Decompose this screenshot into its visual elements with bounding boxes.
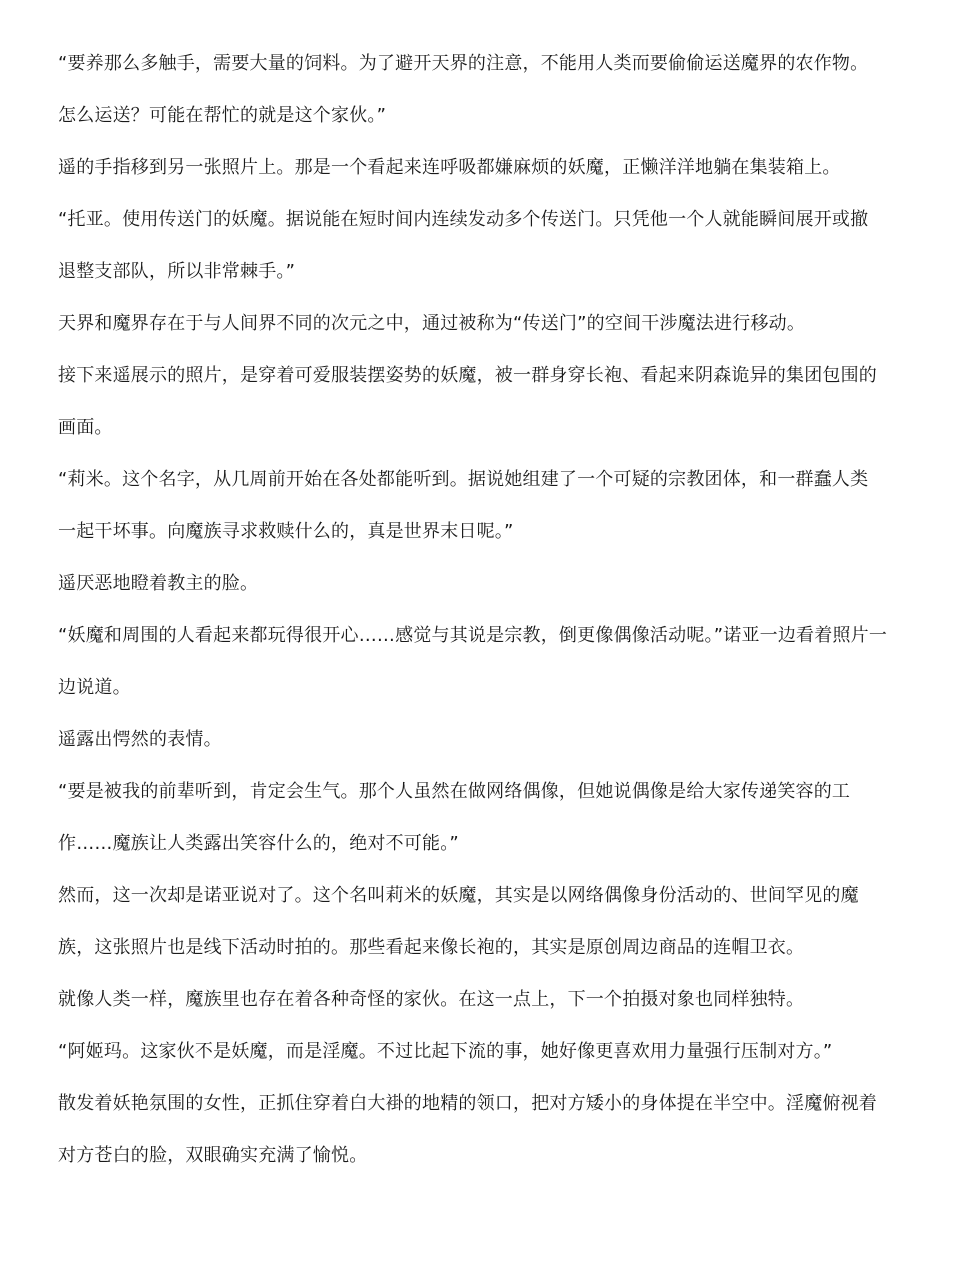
text-line: 作……魔族让人类露出笑容什么的，绝对不可能。” (58, 833, 459, 854)
text-line: “妖魔和周围的人看起来都玩得很开心……感觉与其说是宗教，倒更像偶像活动呢。”诺亚一边看着照片一 (58, 625, 888, 646)
text-line: 接下来遥展示的照片，是穿着可爱服装摆姿势的妖魔，被一群身穿长袍、看起来阴森诡异的集团包围的 (58, 365, 877, 386)
text-line: 退整支部队，所以非常棘手。” (58, 261, 296, 282)
text-line: 遥厌恶地瞪着教主的脸。 (58, 573, 259, 594)
text-line: 族，这张照片也是线下活动时拍的。那些看起来像长袍的，其实是原创周边商品的连帽卫衣。 (58, 937, 805, 958)
text-line: “莉米。这个名字，从几周前开始在各处都能听到。据说她组建了一个可疑的宗教团体，和一群蠢人类 (58, 469, 869, 490)
text-line: “托亚。使用传送门的妖魔。据说能在短时间内连续发动多个传送门。只凭他一个人就能瞬间展开或撤 (58, 209, 869, 230)
text-line: 画面。 (58, 417, 113, 438)
text-line: “要是被我的前辈听到，肯定会生气。那个人虽然在做网络偶像，但她说偶像是给大家传递笑容的工 (58, 781, 851, 802)
text-line: “阿姬玛。这家伙不是妖魔，而是淫魔。不过比起下流的事，她好像更喜欢用力量强行压制对方。” (58, 1041, 833, 1062)
document-text (58, 53, 928, 1208)
text-line: 遥露出愕然的表情。 (58, 729, 222, 750)
text-line: 对方苍白的脸，双眼确实充满了愉悦。 (58, 1145, 368, 1166)
text-line: “要养那么多触手，需要大量的饲料。为了避开天界的注意，不能用人类而要偷偷运送魔界的农作物。 (58, 53, 869, 74)
text-line: 遥的手指移到另一张照片上。那是一个看起来连呼吸都嫌麻烦的妖魔，正懒洋洋地躺在集装箱上。 (58, 157, 841, 178)
text-line: 天界和魔界存在于与人间界不同的次元之中，通过被称为“传送门”的空间干涉魔法进行移动。 (58, 313, 806, 334)
text-line: 散发着妖艳氛围的女性，正抓住穿着白大褂的地精的领口，把对方矮小的身体提在半空中。淫魔俯视着 (58, 1093, 877, 1114)
text-line: 边说道。 (58, 677, 131, 698)
text-line: 一起干坏事。向魔族寻求救赎什么的，真是世界末日呢。” (58, 521, 514, 542)
text-line: 怎么运送？可能在帮忙的就是这个家伙。” (58, 105, 387, 126)
text-line: 就像人类一样，魔族里也存在着各种奇怪的家伙。在这一点上，下一个拍摄对象也同样独特。 (58, 989, 805, 1010)
text-line: 然而，这一次却是诺亚说对了。这个名叫莉米的妖魔，其实是以网络偶像身份活动的、世间罕见的魔 (58, 885, 859, 906)
